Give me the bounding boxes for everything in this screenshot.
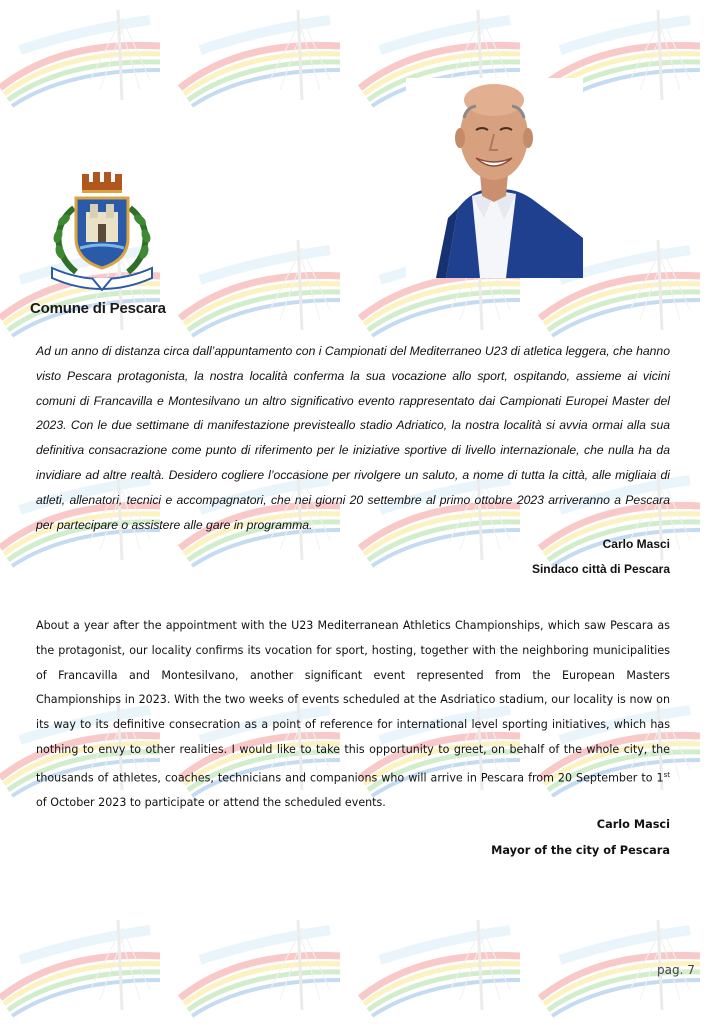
english-message-paragraph [36,614,670,816]
italian-signature-title: Sindaco città di Pescara [531,562,670,576]
english-paragraph-text: About a year after the appointment with the U23 Mediterranean Athletics Championships, which saw Pescara as the protagonist, our locality confirms its vocation for sport, hosting, together with the neighboring municipalities of Francavilla and Montesilvano, another significant event represented from the European Masters Championships in 2023. With the two weeks of events scheduled at the Asdriatico stadium, our locality is now on its way to its definitive consecration as a point of reference for international level sporting initiatives, which has nothing to envy to other realities. I would like to take this opportunity to greet, on behalf of the whole city, the thousands of athletes, coaches, technicians and companions who will arrive in Pescara from 20 September to 1 [36,619,670,785]
page-number: pag. 7 [657,963,695,977]
italian-message-paragraph: Ad un anno di distanza circa dall’appuntamento con i Campionati del Mediterraneo U23 di atletica leggera, che hanno visto Pescara protagonista, la nostra località conferma la sua vocazione allo sport, ospitando, assieme ai vicini comuni di Francavilla e Montesilvano un altro significativo evento rappresentato dai Campionati Europei Master del 2023. Con le due settimane di manifestazione previsteallo stadio Adriatico, la nostra località si avvia ormai alla sua definitiva consacrazione come punto di riferimento per le iniziative sportive di livello internazionale, che nulla ha da invidiare ad altre realtà. Desidero cogliere l’occasione per rivolgere un saluto, a nome di tutta la città, alle migliaia di atleti, allenatori, tecnici e accompagnatori, che nei giorni 20 settembre al primo ottobre 2023 arriveranno a Pescara per partecipare o assistere alle gare in programma. [36,344,670,532]
mayor-portrait-photo [406,78,583,278]
ordinal-suffix: st [663,770,670,779]
city-crest-logo [36,168,168,300]
english-signature-name: Carlo Masci [596,818,670,831]
italian-signature-name: Carlo Masci [602,537,670,551]
org-name: Comune di Pescara [30,300,166,317]
english-signature-title: Mayor of the city of Pescara [491,844,670,857]
english-paragraph-text-end: of October 2023 to participate or attend the scheduled events. [36,796,386,810]
